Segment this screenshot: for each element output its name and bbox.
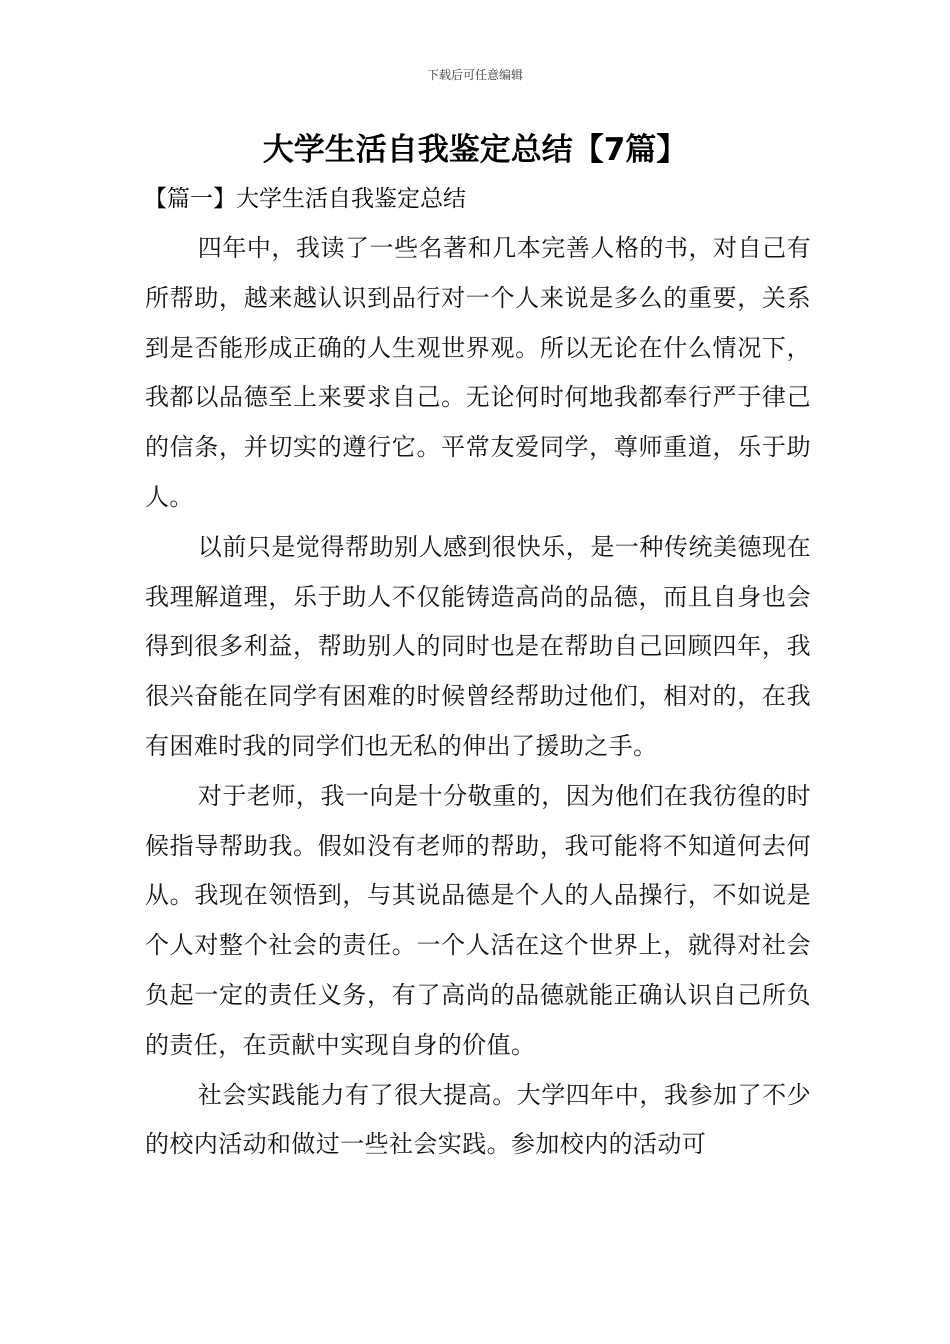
paragraph: 对于老师，我一向是十分敬重的，因为他们在我彷徨的时候指导帮助我。假如没有老师的帮助，我可能将不知道何去何从。我现在领悟到，与其说品德是个人的人品操行，不如说是个人对整个社会的责任。一个人活在这个世界上，就得对社会负起一定的责任义务，有了高尚的品德就能正确认识自己所负的责任，在贡献中实现自身的价值。 — [145, 781, 811, 1059]
body-text — [145, 224, 811, 1170]
document-title: 大学生活自我鉴定总结【7篇】 — [262, 132, 688, 168]
paragraph: 以前只是觉得帮助别人感到很快乐，是一种传统美德现在我理解道理，乐于助人不仅能铸造高尚的品德，而且自身也会得到很多利益，帮助别人的同时也是在帮助自己回顾四年，我很兴奋能在同学有困难的时候曾经帮助过他们，相对的，在我有困难时我的同学们也无私的伸出了援助之手。 — [145, 532, 811, 760]
paragraph: 四年中，我读了一些名著和几本完善人格的书，对自己有所帮助，越来越认识到品行对一个人来说是多么的重要，关系到是否能形成正确的人生观世界观。所以无论在什么情况下，我都以品德至上来要求自己。无论何时何地我都奉行严于律己的信条，并切实的遵行它。平常友爱同学，尊师重道，乐于助人。 — [145, 234, 811, 511]
paragraph: 社会实践能力有了很大提高。大学四年中，我参加了不少的校内活动和做过一些社会实践。参加校内的活动可 — [145, 1080, 811, 1159]
header-note: 下载后可任意编辑 — [426, 68, 523, 82]
section-heading: 【篇一】大学生活自我鉴定总结 — [144, 186, 466, 212]
